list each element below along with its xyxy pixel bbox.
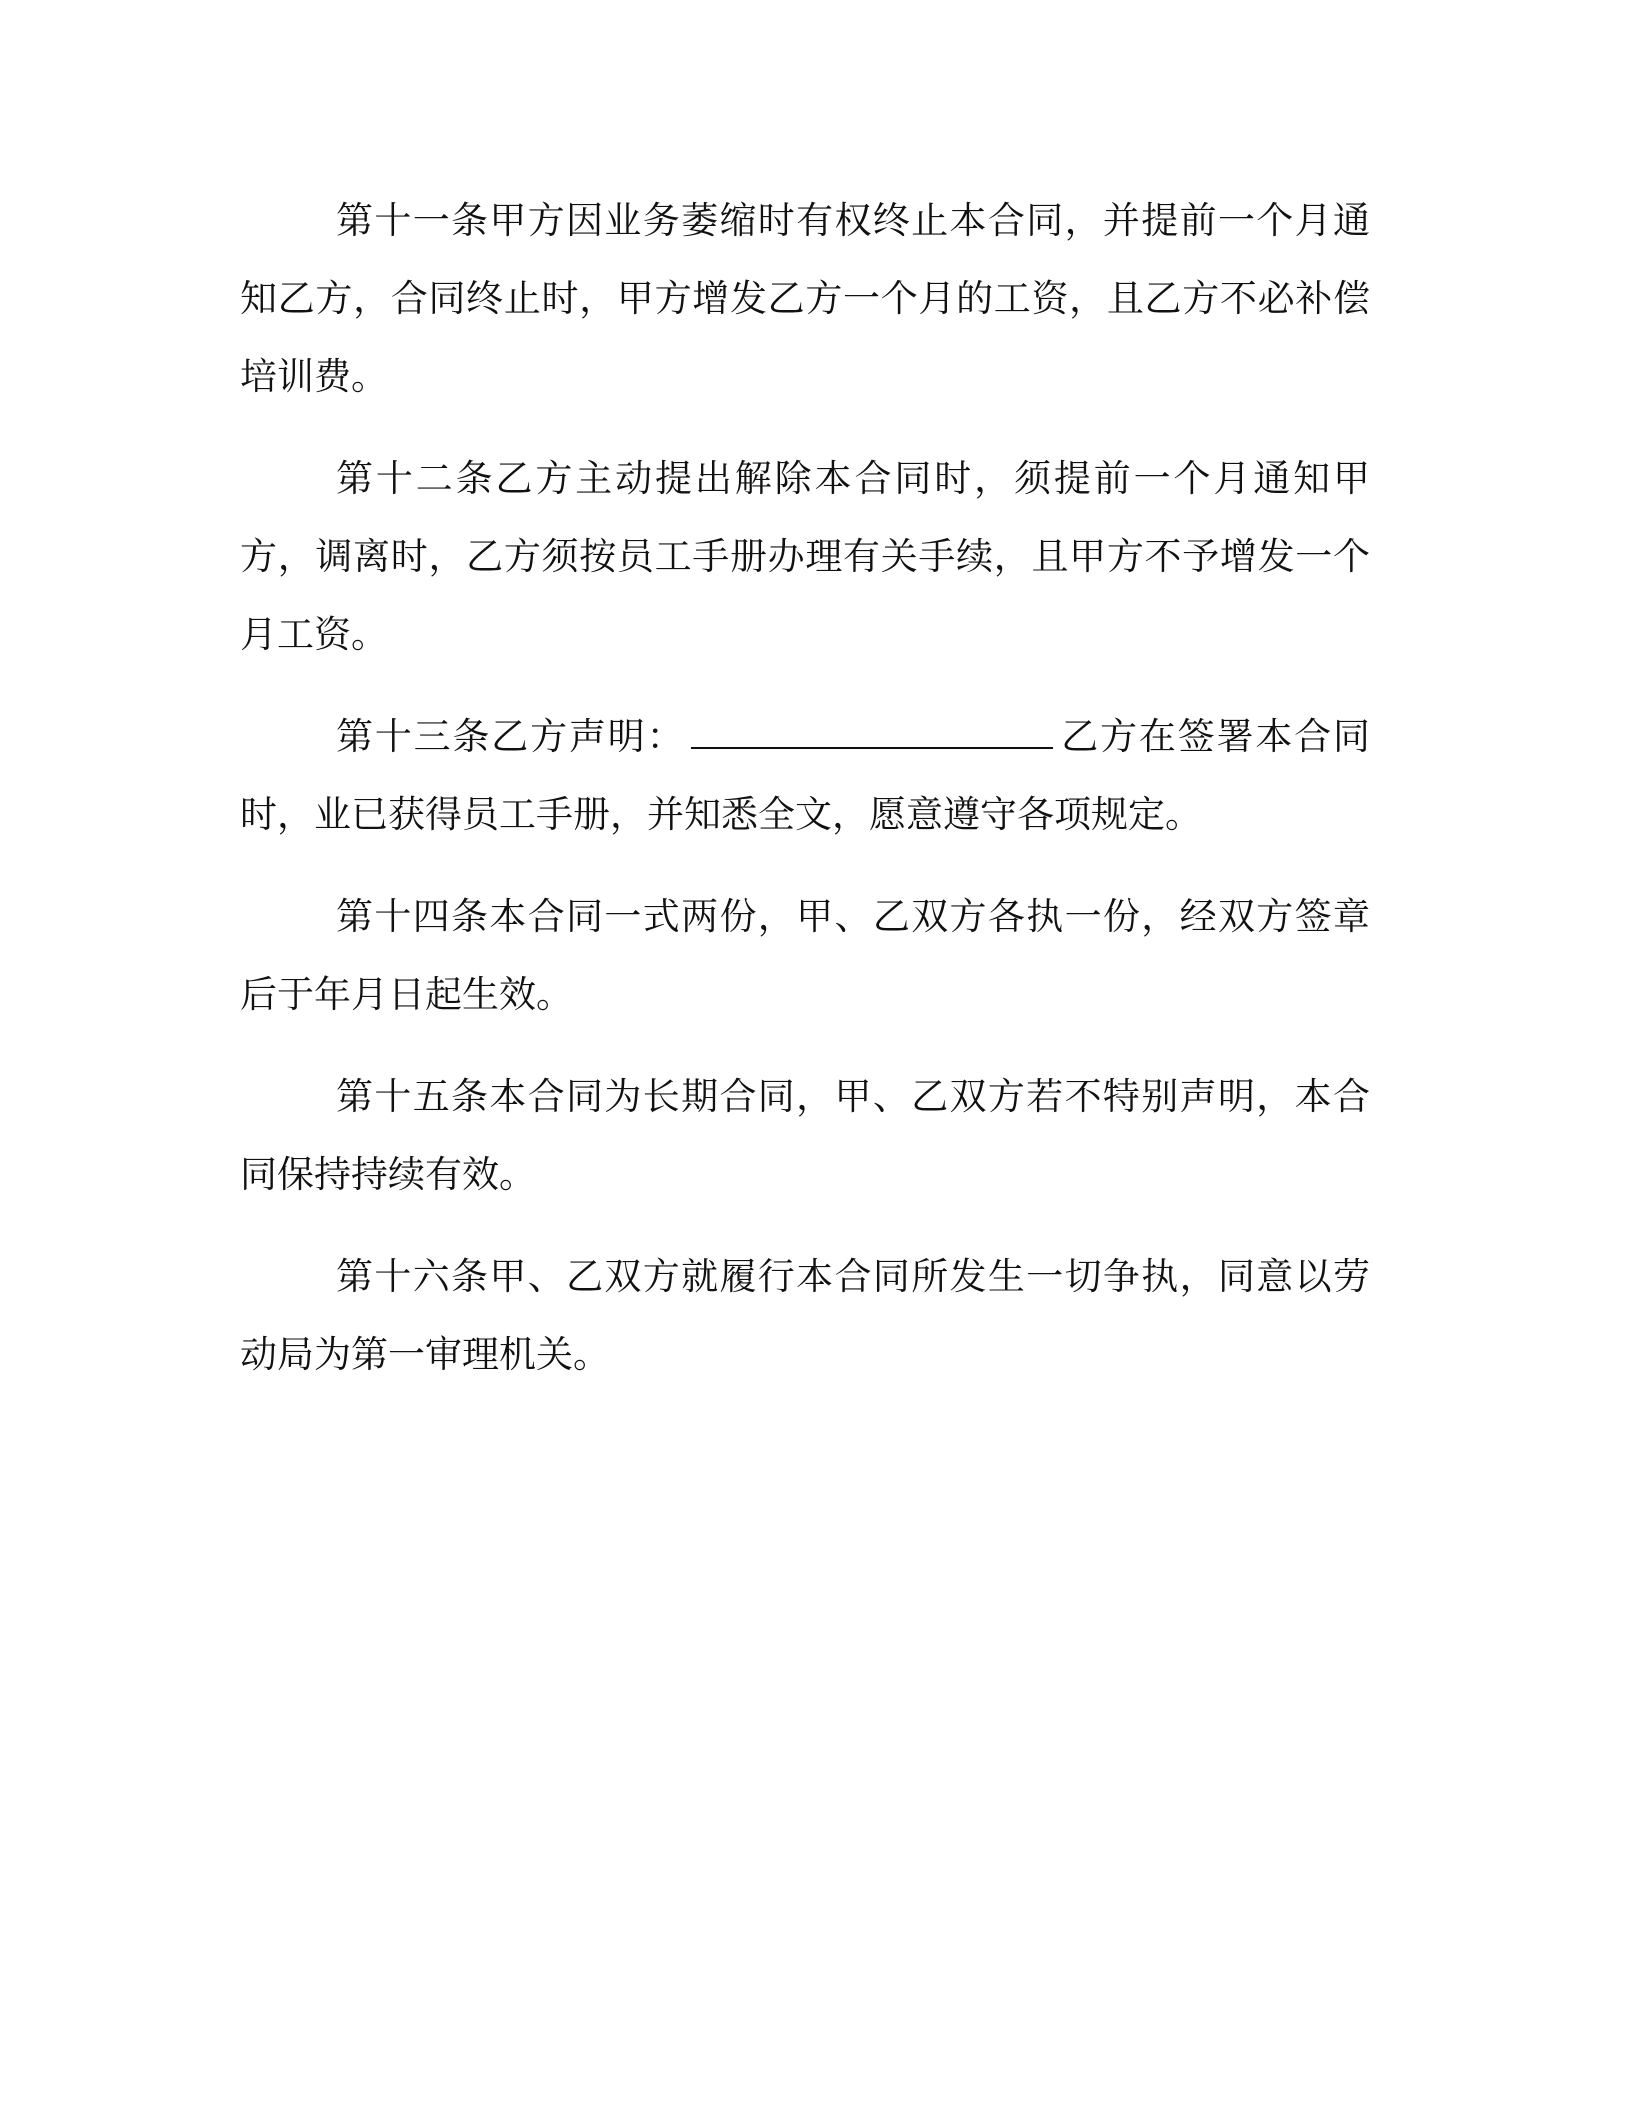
article-16: 第十六条甲、乙双方就履行本合同所发生一切争执，同意以劳动局为第一审理机关。 bbox=[240, 1255, 1370, 1376]
article-11: 第十一条甲方因业务萎缩时有权终止本合同，并提前一个月通知乙方，合同终止时，甲方增发乙方一个月的工资，且乙方不必补偿培训费。 bbox=[240, 199, 1370, 398]
article-13 bbox=[240, 698, 1370, 854]
article-15: 第十五条本合同为长期合同，甲、乙双方若不特别声明，本合同保持持续有效。 bbox=[240, 1075, 1370, 1196]
article-12: 第十二条乙方主动提出解除本合同时，须提前一个月通知甲方，调离时，乙方须按员工手册办理有关手续，且甲方不予增发一个月工资。 bbox=[240, 457, 1370, 656]
contract-body bbox=[240, 182, 1370, 1418]
declaration-blank-line bbox=[691, 713, 1053, 749]
article-14: 第十四条本合同一式两份，甲、乙双方各执一份，经双方签章后于年月日起生效。 bbox=[240, 895, 1370, 1016]
article-13-rest: 乙方在签署本合同时，业已获得员工手册，并知悉全文，愿意遵守各项规定。 bbox=[240, 715, 1371, 836]
article-13-lead: 第十三条乙方声明： bbox=[336, 715, 686, 758]
